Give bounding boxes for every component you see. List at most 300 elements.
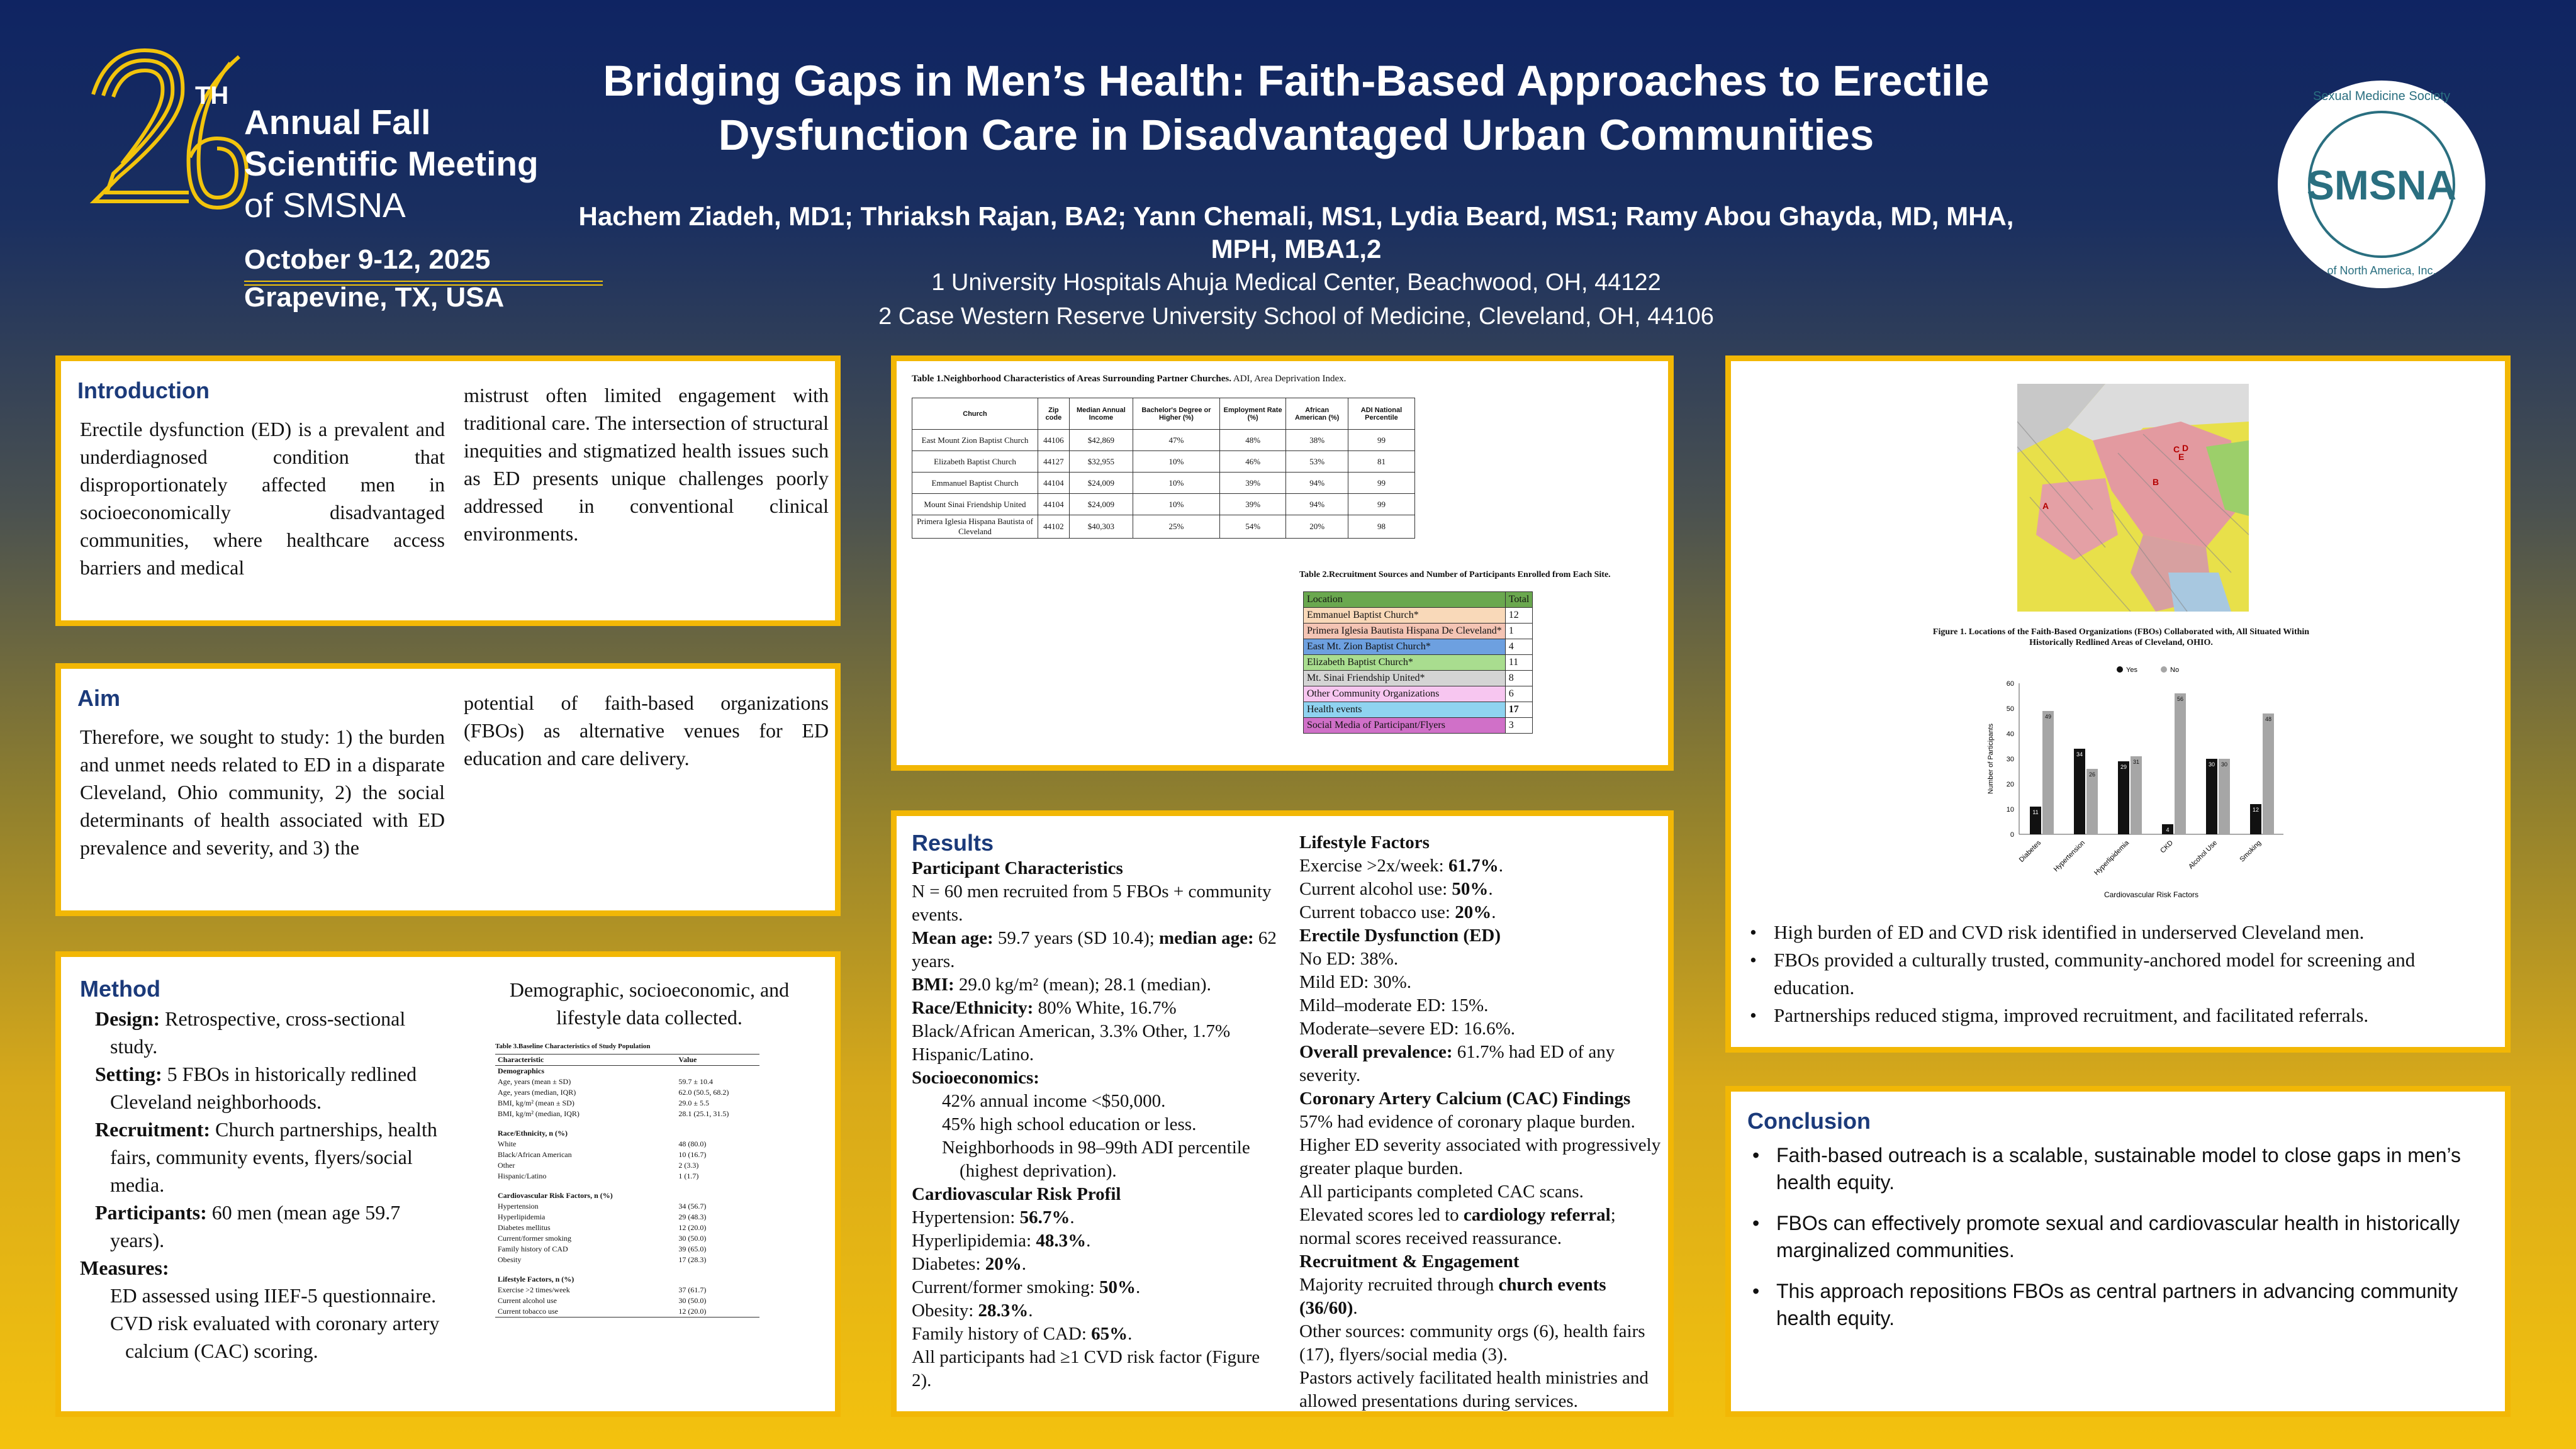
t3-row (495, 1201, 759, 1212)
t2-total: 12 (1505, 608, 1533, 624)
t2-total: 6 (1505, 686, 1533, 702)
t3-characteristic: Other (498, 1161, 515, 1170)
method-col2 (470, 976, 829, 1318)
t3-row (495, 1128, 759, 1139)
t3-characteristic: Cardiovascular Risk Factors, n (%) (498, 1191, 613, 1200)
t1-cell: 44104 (1038, 494, 1070, 515)
risk-label: Diabetes: (912, 1254, 985, 1274)
t1-cell: Elizabeth Baptist Church (912, 451, 1038, 473)
t1-cell: 44102 (1038, 515, 1070, 539)
recruit-3: Pastors actively facilitated health ministries and allowed presentations during services. (1299, 1368, 1649, 1411)
t2-total: 3 (1505, 718, 1533, 734)
t3-value: 10 (16.7) (678, 1150, 707, 1159)
t1-row (912, 515, 1415, 539)
t3-value (676, 1119, 759, 1128)
x-tick-label: Hypertension (2052, 839, 2087, 873)
t1-head-cell: Employment Rate (%) (1219, 398, 1286, 430)
cac-heading: Coronary Artery Calcium (CAC) Findings (1299, 1088, 1631, 1109)
t3-characteristic (495, 1265, 676, 1274)
x-tick-label: Hyperlipidemia (2093, 839, 2131, 877)
t3-row (495, 1087, 759, 1098)
risk-label: Obesity: (912, 1301, 978, 1321)
t3-row (495, 1171, 759, 1182)
y-tick-label: 30 (2006, 756, 2014, 763)
t2-row (1304, 671, 1533, 686)
recruitment-label: Recruitment: (95, 1118, 211, 1141)
t3-value: 12 (20.0) (678, 1307, 707, 1316)
t1-cell: 44104 (1038, 473, 1070, 494)
t1-row (912, 494, 1415, 515)
socio-heading: Socioeconomics: (912, 1068, 1039, 1088)
cvd-heading: Cardiovascular Risk Profil (912, 1184, 1121, 1204)
t2-row (1304, 608, 1533, 624)
affiliation-1: 1 University Hospitals Ahuja Medical Center, Beachwood, OH, 44122 (931, 269, 1661, 296)
t1-cell: 20% (1286, 515, 1348, 539)
risk-value: 56.7% (1019, 1207, 1070, 1228)
t2-location: Primera Iglesia Bautista Hispana De Cleveland* (1304, 624, 1506, 639)
t3-value: 29.0 ± 5.5 (678, 1099, 710, 1107)
ed-moderate-severe: Moderate–severe ED: 16.6%. (1299, 1019, 1516, 1039)
method-panel (55, 951, 841, 1417)
introduction-panel (55, 355, 841, 626)
t1-cell: East Mount Zion Baptist Church (912, 430, 1038, 451)
logo-line2: Scientific Meeting (244, 144, 539, 183)
t3-row (495, 1306, 759, 1318)
finding-1: • High burden of ED and CVD risk identified in underserved Cleveland men. (1745, 919, 2494, 946)
legend-label: Yes (2126, 666, 2137, 674)
t2-row (1304, 718, 1533, 734)
t2-location: Mt. Sinai Friendship United* (1304, 671, 1506, 686)
t1-cell: 38% (1286, 430, 1348, 451)
tables-panel (891, 355, 1674, 771)
x-tick-label: Alcohol Use (2187, 839, 2219, 871)
y-tick-label: 20 (2006, 781, 2014, 788)
t3-row (495, 1098, 759, 1109)
ed-prevalence: Overall prevalence: 61.7% had ED of any severity. (1299, 1042, 1615, 1085)
t3-characteristic: Age, years (median, IQR) (498, 1088, 576, 1097)
cac-4: Elevated scores led to cardiology referral; normal scores received reassurance. (1299, 1205, 1616, 1248)
risk-value: 50% (1099, 1277, 1136, 1297)
participant-char-heading: Participant Characteristics (912, 858, 1123, 878)
figure-1-caption: Figure 1. Locations of the Faith-Based Organizations (FBOs) Collaborated with, All Situated Within Historically Redlined Areas of Cleveland, OHIO. (1932, 627, 2310, 647)
bmi-line: BMI: 29.0 kg/m² (mean); 28.1 (median). (912, 975, 1211, 995)
bar (2074, 749, 2085, 834)
logo-th: TH (195, 82, 229, 109)
setting-label: Setting: (95, 1063, 162, 1085)
smsna-ring-bottom: of North America, Inc. (2327, 264, 2436, 277)
x-tick-label: Diabetes (2017, 839, 2043, 864)
t1-cell: 10% (1133, 494, 1220, 515)
x-tick-label: CKD (2159, 839, 2175, 855)
results-heading: Results (912, 830, 994, 856)
smsna-text: SMSNA (2306, 162, 2457, 208)
t1-row (912, 473, 1415, 494)
t1-cell: 39% (1219, 494, 1286, 515)
results-panel (891, 810, 1674, 1417)
t1-cell: 54% (1219, 515, 1286, 539)
t1-cell: 46% (1219, 451, 1286, 473)
t1-head-cell: Bachelor's Degree or Higher (%) (1133, 398, 1220, 430)
ed-heading: Erectile Dysfunction (ED) (1299, 926, 1501, 946)
t3-characteristic (495, 1119, 676, 1128)
y-tick-label: 50 (2006, 705, 2014, 713)
conclusion-1: • Faith-based outreach is a scalable, sustainable model to close gaps in men’s health equity. (1747, 1142, 2489, 1196)
t3-value (676, 1274, 759, 1285)
bar (2175, 693, 2186, 834)
recruit-1: Majority recruited through church events (36/60). (1299, 1275, 1606, 1318)
conclusion-panel (1725, 1086, 2511, 1417)
t2-total: 11 (1505, 655, 1533, 671)
t1-row (912, 430, 1415, 451)
t3-head-value: Value (678, 1055, 697, 1064)
t3-value: 48 (80.0) (678, 1139, 707, 1148)
n-line: N = 60 men recruited from 5 FBOs + community events. (912, 881, 1272, 925)
smsna-logo (2278, 81, 2485, 288)
t3-value: 1 (1.7) (678, 1172, 699, 1180)
t3-characteristic: Black/African American (498, 1150, 572, 1159)
table-1-title: Table 1.Neighborhood Characteristics of Areas Surrounding Partner Churches. ADI, Area Deprivation Index. (912, 374, 1347, 384)
bar (2118, 761, 2129, 834)
t2-total: 17 (1505, 702, 1533, 718)
poster-title (554, 54, 2039, 162)
t3-row (495, 1222, 759, 1233)
t1-cell: 53% (1286, 451, 1348, 473)
t2-head-location: Location (1304, 592, 1506, 608)
risk-value: 50% (1452, 879, 1489, 899)
authors-line1: Hachem Ziadeh, MD1; Thriaksh Rajan, BA2; Yann Chemali, MS1, Lydia Beard, MS1; Ramy Abou Ghayda, MD, MHA, (578, 201, 2014, 231)
risk-line: Current tobacco use: 20%. (1299, 902, 1496, 922)
t3-value: 59.7 ± 10.4 (678, 1077, 714, 1086)
method-heading: Method (80, 976, 160, 1002)
t3-row (495, 1139, 759, 1150)
t3-characteristic: Hypertension (498, 1202, 539, 1211)
t3-value (676, 1128, 759, 1139)
logo-26-graphic (82, 44, 264, 245)
t3-characteristic: Family history of CAD (498, 1245, 568, 1253)
t3-characteristic: White (498, 1139, 517, 1148)
cac-3: All participants completed CAC scans. (1299, 1182, 1584, 1202)
bar-value-label: 12 (2252, 807, 2260, 813)
cvd-list (912, 1206, 1283, 1346)
t1-cell: Mount Sinai Friendship United (912, 494, 1038, 515)
bar-value-label: 11 (2032, 809, 2039, 815)
t2-row (1304, 655, 1533, 671)
figure-panel (1725, 355, 2511, 1053)
t3-value: 62.0 (50.5, 68.2) (678, 1088, 729, 1097)
risk-label: Current alcohol use: (1299, 879, 1452, 899)
t3-characteristic: Hyperlipidemia (498, 1212, 546, 1221)
age-line: Mean age: 59.7 years (SD 10.4); median age: 62 years. (912, 928, 1277, 971)
method-measure-1: ED assessed using IIEF-5 questionnaire. (110, 1284, 437, 1307)
title-line1: Bridging Gaps in Men’s Health: Faith-Based Approaches to Erectile (603, 57, 1990, 105)
ed-mild-moderate: Mild–moderate ED: 15%. (1299, 995, 1489, 1015)
design-value: Retrospective, cross-sectional study. (110, 1007, 406, 1058)
t1-head-cell: Zip code (1038, 398, 1070, 430)
bar (2263, 713, 2274, 834)
socio-3: Neighborhoods in 98–99th ADI percentile (highest deprivation). (942, 1138, 1250, 1181)
all-cvd-line: All participants had ≥1 CVD risk factor (Figure 2). (912, 1347, 1260, 1390)
t3-value: 28.1 (25.1, 31.5) (678, 1109, 729, 1118)
t3-value: 12 (20.0) (678, 1223, 707, 1232)
t2-location: East Mt. Zion Baptist Church* (1304, 639, 1506, 655)
t2-row (1304, 639, 1533, 655)
risk-label: Family history of CAD: (912, 1324, 1092, 1344)
bar-value-label: 4 (2166, 827, 2170, 833)
method-measures-label: Measures: (80, 1256, 169, 1279)
ed-none: No ED: 38%. (1299, 949, 1399, 969)
cac-1: 57% had evidence of coronary plaque burden. (1299, 1112, 1635, 1132)
table-3 (495, 1043, 759, 1318)
map-marker-a: A (2042, 501, 2049, 511)
race-line: Race/Ethnicity: 80% White, 16.7% Black/African American, 3.3% Other, 1.7% Hispanic/Latino. (912, 998, 1231, 1065)
t2-location: Other Community Organizations (1304, 686, 1506, 702)
y-tick-label: 0 (2010, 831, 2014, 839)
meeting-logo (82, 44, 560, 315)
y-tick-label: 10 (2006, 806, 2014, 814)
t3-characteristic (495, 1182, 676, 1190)
t3-row (495, 1212, 759, 1222)
table-2 (1303, 591, 1533, 734)
t2-total: 4 (1505, 639, 1533, 655)
risk-value: 20% (1455, 902, 1492, 922)
smsna-ring-top: Sexual Medicine Society (2313, 89, 2450, 103)
risk-value: 28.3% (978, 1301, 1029, 1321)
lifestyle-heading: Lifestyle Factors (1299, 832, 1430, 853)
t3-value: 29 (48.3) (678, 1212, 707, 1221)
t3-head-characteristic: Characteristic (498, 1055, 544, 1064)
finding-2: • FBOs provided a culturally trusted, community-anchored model for screening and education. (1745, 946, 2494, 1002)
bar (2206, 759, 2217, 834)
table-2-title: Table 2.Recruitment Sources and Number of Participants Enrolled from Each Site. (1299, 570, 1611, 579)
t1-cell: $24,009 (1069, 494, 1133, 515)
map-marker-c: C (2173, 444, 2180, 454)
t3-characteristic: Current/former smoking (498, 1234, 571, 1243)
method-col1 (80, 976, 451, 1365)
t3-row (495, 1119, 759, 1128)
t3-row (495, 1077, 759, 1087)
bar-value-label: 29 (2120, 764, 2127, 770)
lifestyle-list (1299, 854, 1664, 924)
recruitment-heading: Recruitment & Engagement (1299, 1251, 1520, 1272)
t1-cell: Primera Iglesia Hispana Bautista of Cleveland (912, 515, 1038, 539)
t1-cell: 44127 (1038, 451, 1070, 473)
t2-location: Social Media of Participant/Flyers (1304, 718, 1506, 734)
t1-cell: 99 (1348, 430, 1414, 451)
t3-row (495, 1244, 759, 1255)
x-tick-label: Smoking (2238, 839, 2263, 864)
finding-3: • Partnerships reduced stigma, improved recruitment, and facilitated referrals. (1745, 1002, 2494, 1029)
t3-row (495, 1109, 759, 1119)
map-marker-d: D (2182, 443, 2189, 453)
t1-cell: 44106 (1038, 430, 1070, 451)
t3-value (676, 1066, 759, 1077)
bar (2042, 711, 2054, 834)
title-line2: Dysfunction Care in Disadvantaged Urban Communities (718, 111, 1874, 159)
method-setting (80, 1060, 451, 1116)
y-tick-label: 40 (2006, 730, 2014, 738)
risk-line: Hyperlipidemia: 48.3%. (912, 1231, 1091, 1251)
risk-line: Diabetes: 20%. (912, 1254, 1027, 1274)
bar-value-label: 30 (2208, 761, 2215, 768)
t2-location: Health events (1304, 702, 1506, 718)
t2-total: 1 (1505, 624, 1533, 639)
map-marker-b: B (2153, 477, 2159, 487)
bar (2086, 769, 2098, 834)
t3-row (495, 1274, 759, 1285)
bar-value-label: 49 (2044, 713, 2052, 720)
bar-value-label: 56 (2176, 696, 2184, 702)
t1-cell: $32,955 (1069, 451, 1133, 473)
conclusion-heading: Conclusion (1747, 1108, 1871, 1134)
t1-cell: $42,869 (1069, 430, 1133, 451)
bar (2219, 759, 2230, 834)
aim-col2: potential of faith-based organizations (FBOs) as alternative venues for ED education and care delivery. (464, 691, 829, 769)
t3-row (495, 1066, 759, 1077)
t2-location: Emmanuel Baptist Church* (1304, 608, 1506, 624)
t3-characteristic: Demographics (498, 1066, 544, 1075)
method-design (80, 1005, 451, 1060)
t3-value (676, 1190, 759, 1201)
t1-cell: 39% (1219, 473, 1286, 494)
t3-row (495, 1182, 759, 1190)
t1-cell: Emmanuel Baptist Church (912, 473, 1038, 494)
aim-panel (55, 663, 841, 916)
t3-value (676, 1265, 759, 1274)
logo-date: October 9-12, 2025 (244, 244, 491, 275)
t3-value: 39 (65.0) (678, 1245, 707, 1253)
t2-head-total: Total (1505, 592, 1533, 608)
x-axis-title: Cardiovascular Risk Factors (2103, 890, 2199, 897)
t3-characteristic: BMI, kg/m² (median, IQR) (498, 1109, 580, 1118)
introduction-heading: Introduction (77, 378, 210, 403)
t3-characteristic: Exercise >2 times/week (498, 1285, 570, 1294)
t2-total: 8 (1505, 671, 1533, 686)
risk-line: Obesity: 28.3%. (912, 1301, 1033, 1321)
method-recruitment (80, 1116, 451, 1199)
t3-value: 30 (50.0) (678, 1296, 707, 1305)
t3-characteristic: Hispanic/Latino (498, 1172, 547, 1180)
t1-cell: 48% (1219, 430, 1286, 451)
t3-row (495, 1295, 759, 1306)
risk-label: Hypertension: (912, 1207, 1020, 1228)
bar-value-label: 34 (2076, 751, 2083, 758)
t1-cell: 98 (1348, 515, 1414, 539)
risk-label: Hyperlipidemia: (912, 1231, 1036, 1251)
risk-line: Exercise >2x/week: 61.7%. (1299, 856, 1503, 876)
risk-line: Family history of CAD: 65%. (912, 1324, 1133, 1344)
redlining-map (2017, 384, 2249, 612)
bar-value-label: 48 (2265, 716, 2272, 722)
t3-value: 2 (3.3) (678, 1161, 699, 1170)
t1-cell: 25% (1133, 515, 1220, 539)
t2-row (1304, 624, 1533, 639)
map-marker-e: E (2178, 452, 2185, 462)
risk-value: 48.3% (1036, 1231, 1087, 1251)
logo-line3: of SMSNA (244, 186, 406, 225)
risk-line: Hypertension: 56.7%. (912, 1207, 1075, 1228)
t3-row (495, 1160, 759, 1171)
results-col2 (1299, 831, 1664, 1413)
legend-swatch (2161, 666, 2167, 673)
risk-value: 61.7% (1448, 856, 1499, 876)
y-tick-label: 60 (2006, 680, 2014, 688)
results-col1 (912, 831, 1283, 1392)
ed-mild: Mild ED: 30%. (1299, 972, 1412, 992)
t1-cell: $24,009 (1069, 473, 1133, 494)
table-3-grid (495, 1054, 759, 1318)
conclusion-3: • This approach repositions FBOs as central partners in advancing community health equity. (1747, 1278, 2489, 1332)
t1-head-cell: African American (%) (1286, 398, 1348, 430)
socio-1: 42% annual income <$50,000. (942, 1091, 1166, 1111)
t3-row (495, 1285, 759, 1295)
t1-cell: $40,303 (1069, 515, 1133, 539)
t3-characteristic: Race/Ethnicity, n (%) (498, 1129, 568, 1138)
t1-cell: 94% (1286, 473, 1348, 494)
risk-label: Current/former smoking: (912, 1277, 1100, 1297)
t3-characteristic: BMI, kg/m² (mean ± SD) (498, 1099, 574, 1107)
t3-value: 30 (50.0) (678, 1234, 707, 1243)
t3-value: 17 (28.3) (678, 1255, 707, 1264)
t3-row (495, 1233, 759, 1244)
t1-head-cell: Median Annual Income (1069, 398, 1133, 430)
t3-characteristic: Current alcohol use (498, 1296, 557, 1305)
table-1 (912, 398, 1415, 539)
method-measure-2: CVD risk evaluated with coronary artery calcium (CAC) scoring. (110, 1312, 440, 1362)
socio-2: 45% high school education or less. (942, 1114, 1197, 1134)
t1-head-cell: ADI National Percentile (1348, 398, 1414, 430)
setting-value: 5 FBOs in historically redlined Cleveland neighborhoods. (110, 1063, 417, 1113)
authors (554, 200, 2039, 266)
risk-value: 65% (1091, 1324, 1128, 1344)
t1-cell: 99 (1348, 494, 1414, 515)
t3-characteristic: Obesity (498, 1255, 522, 1264)
t3-value (676, 1182, 759, 1190)
method-measure-3: Demographic, socioeconomic, and lifestyle data collected. (509, 978, 790, 1029)
recruitment-value: Church partnerships, health fairs, community events, flyers/social media. (110, 1118, 437, 1196)
bar-value-label: 31 (2132, 759, 2140, 765)
t3-characteristic: Current tobacco use (498, 1307, 558, 1316)
t3-value: 37 (61.7) (678, 1285, 707, 1294)
risk-line: Current/former smoking: 50%. (912, 1277, 1141, 1297)
risk-label: Current tobacco use: (1299, 902, 1455, 922)
participants-label: Participants: (95, 1201, 207, 1224)
risk-line: Current alcohol use: 50%. (1299, 879, 1493, 899)
y-axis-title: Number of Participants (1987, 724, 1995, 794)
logo-line1: Annual Fall (244, 103, 431, 142)
t3-row (495, 1255, 759, 1265)
bar (2131, 756, 2142, 834)
t3-row (495, 1190, 759, 1201)
risk-label: Exercise >2x/week: (1299, 856, 1448, 876)
bar-value-label: 26 (2088, 771, 2096, 778)
aim-col1: Therefore, we sought to study: 1) the burden and unmet needs related to ED in a disparate Cleveland, Ohio community, 2) the social determinants of health associated with ED prevalence and severity, and 3) the (80, 725, 445, 859)
logo-place: Grapevine, TX, USA (244, 282, 505, 313)
t1-cell: 10% (1133, 473, 1220, 494)
t3-characteristic: Diabetes mellitus (498, 1223, 551, 1232)
method-participants (80, 1199, 451, 1254)
participants-value: 60 men (mean age 59.7 years). (110, 1201, 401, 1251)
t3-row (495, 1265, 759, 1274)
t1-cell: 47% (1133, 430, 1220, 451)
bar-value-label: 30 (2220, 761, 2228, 768)
conclusion-list (1747, 1142, 2489, 1332)
introduction-col1: Erectile dysfunction (ED) is a prevalent and underdiagnosed condition that disproportionately affected men in socioeconomically disadvantaged communities, where healthcare access barriers and medical (80, 418, 445, 579)
table-3-title: Table 3.Baseline Characteristics of Study Population (495, 1043, 651, 1050)
t1-head-cell: Church (912, 398, 1038, 430)
t3-characteristic: Age, years (mean ± SD) (498, 1077, 571, 1086)
risk-value: 20% (985, 1254, 1022, 1274)
t1-cell: 99 (1348, 473, 1414, 494)
